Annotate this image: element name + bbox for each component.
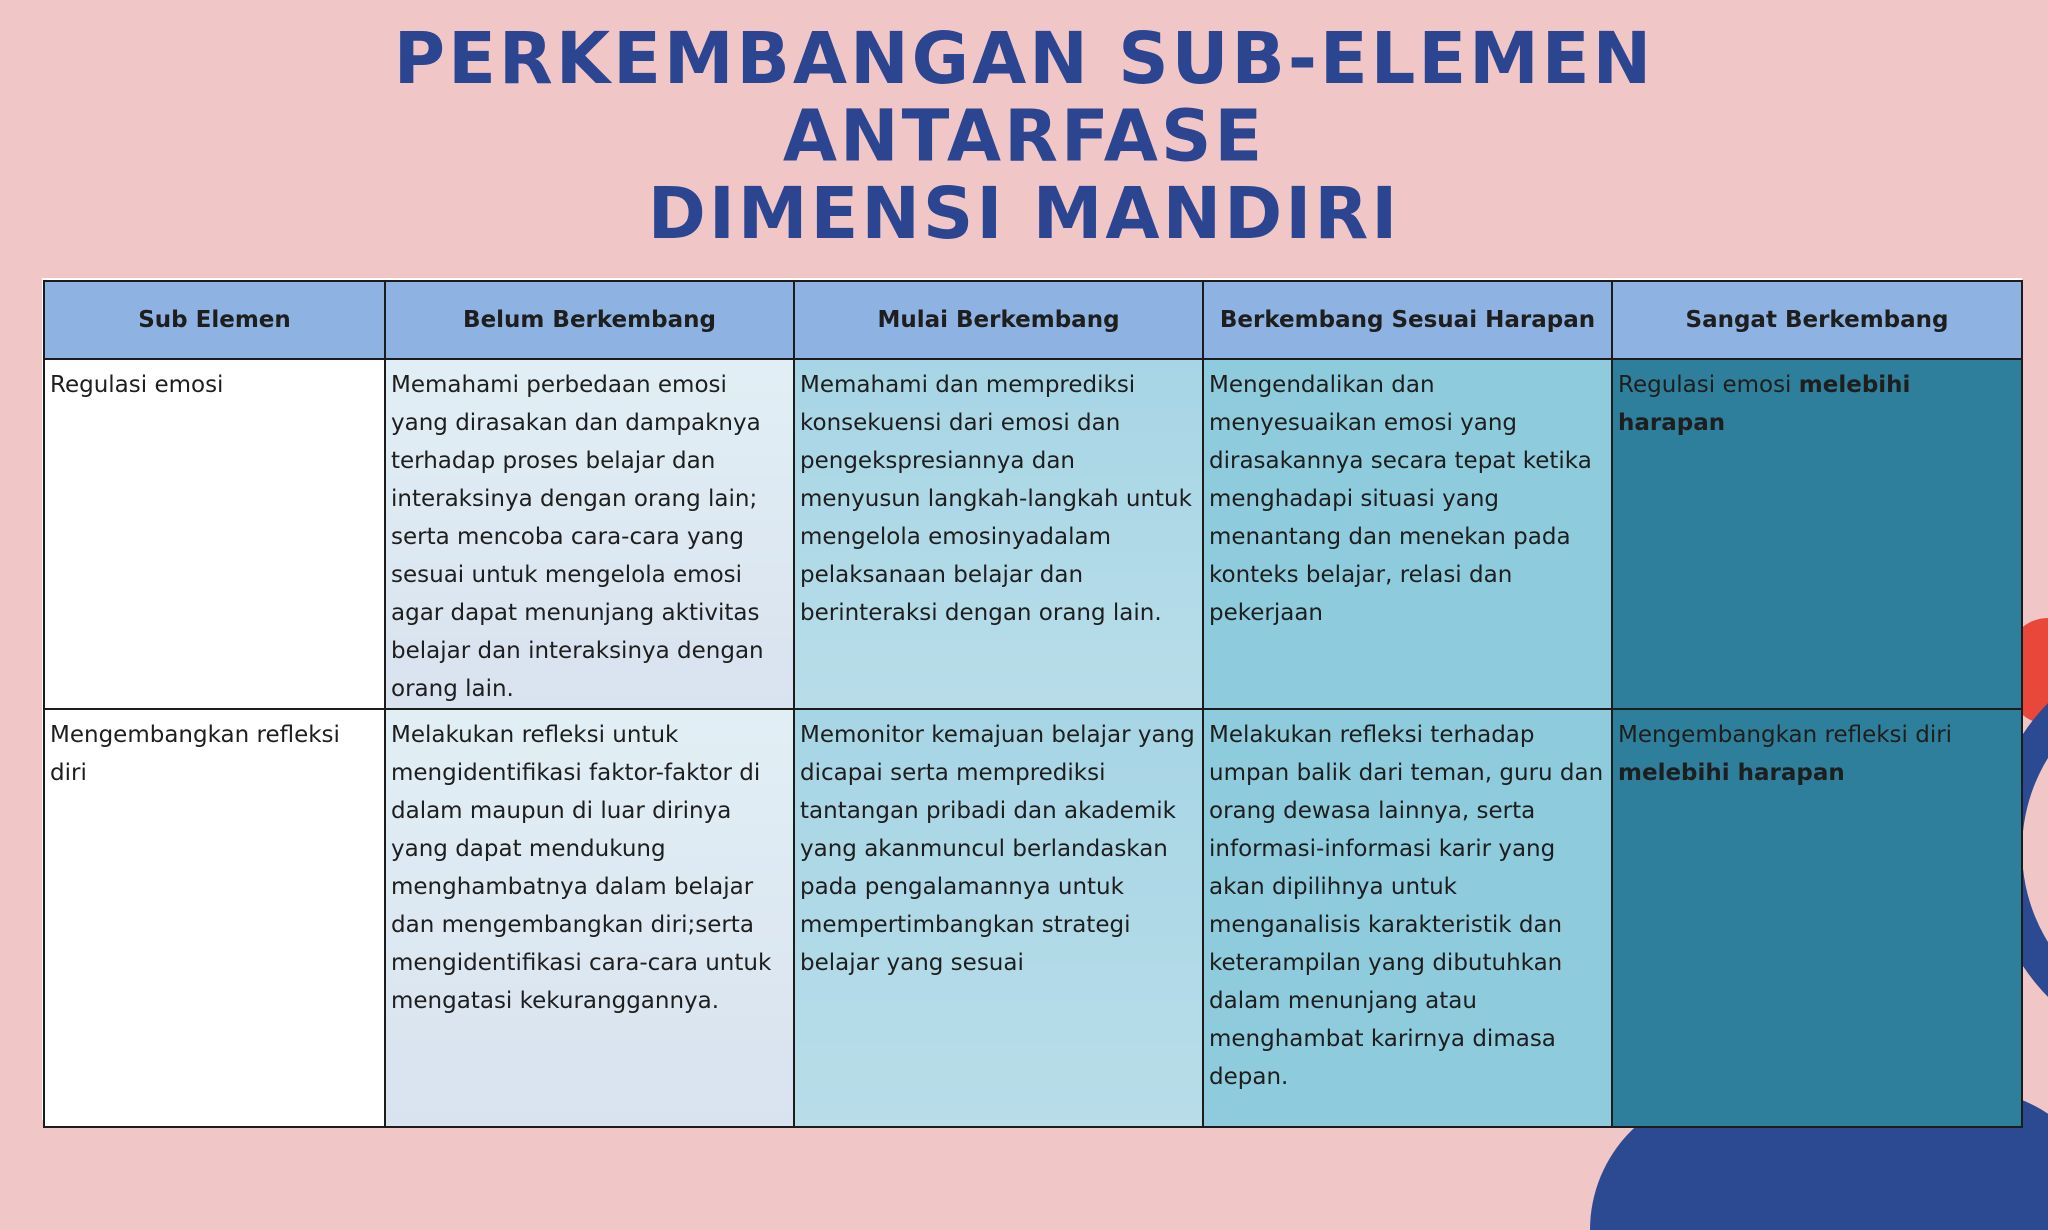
header-mulai-berkembang: Mulai Berkembang [794,281,1203,359]
table-row [44,709,2022,1127]
cell-sangat-berkembang [1612,709,2022,1127]
title-line-2: ANTARFASE [782,94,1266,178]
cell-text-bold: melebihi harapan [1618,760,1845,786]
title-line-3: DIMENSI MANDIRI [647,171,1401,256]
rubric-table-container [42,278,2022,1120]
rubric-table [43,280,2023,1128]
title-line-1: PERKEMBANGAN SUB-ELEMEN [393,16,1655,101]
header-sub-elemen: Sub Elemen [44,281,385,359]
table-row [44,359,2022,709]
cell-sub-elemen: Regulasi emosi [44,359,385,709]
cell-sangat-berkembang [1612,359,2022,709]
cell-berkembang-sesuai-harapan: Melakukan refleksi terhadap umpan balik dari teman, guru dan orang dewasa lainnya, serta informasi-informasi karir yang akan dipilihnya untuk menganalisis karakteristik dan keterampilan yang dibutuhkan dalam menunjang atau menghambat karirnya dimasa depan. [1203,709,1612,1127]
cell-berkembang-sesuai-harapan: Mengendalikan dan menyesuaikan emosi yang dirasakannya secara tepat ketika menghadapi situasi yang menantang dan menekan pada konteks belajar, relasi dan pekerjaan [1203,359,1612,709]
header-sangat-berkembang: Sangat Berkembang [1612,281,2022,359]
table-header-row [44,281,2022,359]
cell-text: Regulasi emosi [1618,372,1799,398]
cell-belum-berkembang: Memahami perbedaan emosi yang dirasakan dan dampaknya terhadap proses belajar dan interaksinya dengan orang lain; serta mencoba cara-cara yang sesuai untuk mengelola emosi agar dapat menunjang aktivitas belajar dan interaksinya dengan orang lain. [385,359,794,709]
header-berkembang-sesuai-harapan: Berkembang Sesuai Harapan [1203,281,1612,359]
slide-title [0,16,2048,256]
cell-text: Mengembangkan refleksi diri [1618,722,1953,748]
cell-mulai-berkembang: Memahami dan memprediksi konsekuensi dari emosi dan pengekspresiannya dan menyusun langkah-langkah untuk mengelola emosinyadalam pelaksanaan belajar dan berinteraksi dengan orang lain. [794,359,1203,709]
header-belum-berkembang: Belum Berkembang [385,281,794,359]
cell-sub-elemen: Mengembangkan refleksi diri [44,709,385,1127]
cell-mulai-berkembang: Memonitor kemajuan belajar yang dicapai serta memprediksi tantangan pribadi dan akademik yang akanmuncul berlandaskan pada pengalamannya untuk mempertimbangkan strategi belajar yang sesuai [794,709,1203,1127]
cell-belum-berkembang: Melakukan refleksi untuk mengidentifikasi faktor-faktor di dalam maupun di luar dirinya yang dapat mendukung menghambatnya dalam belajar dan mengembangkan diri;serta mengidentifikasi cara-cara untuk mengatasi kekuranggannya. [385,709,794,1127]
cell-text-bold: melebihi harapan [1618,372,1911,436]
